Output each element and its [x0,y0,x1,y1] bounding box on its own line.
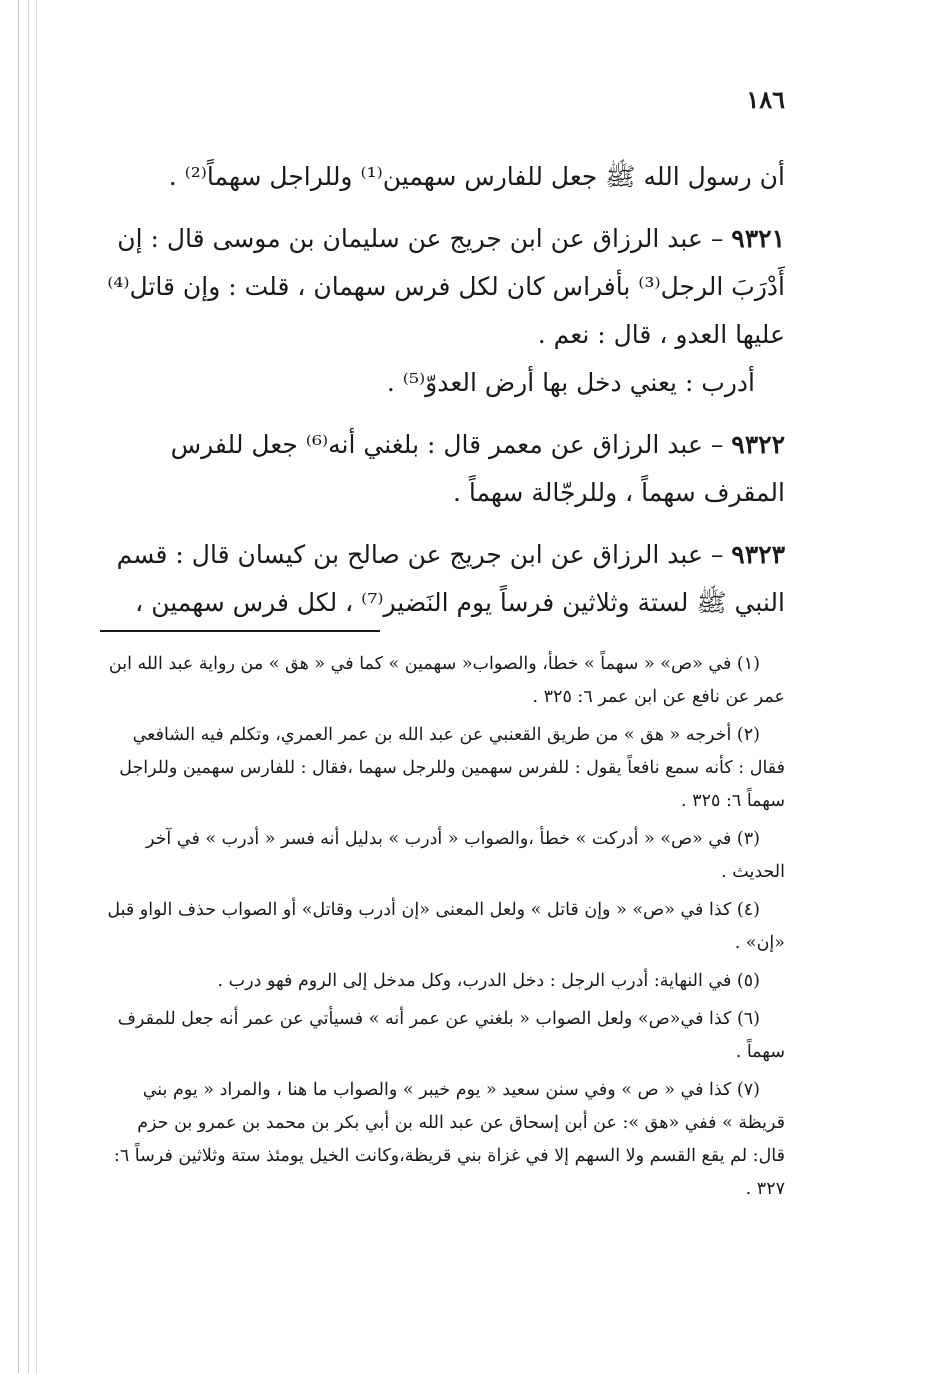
footnote: (٣) في «ص» « أدركت » خطأ ،والصواب « أدرب » بدليل أنه فسر « أدرب » في آخر الحديث . [145,829,785,882]
footnote-divider [100,630,380,632]
paragraph [100,153,785,201]
footnotes [100,648,785,1211]
paragraph [100,531,785,627]
paragraph-text: – عبد الرزاق عن معمر قال : بلغني أنه⁽⁶⁾ جعل للفرس المقرف سهماً ، وللرجّالة سهماً . [170,430,785,507]
footnote: (٤) كذا في «ص» « وإن قاتل » ولعل المعنى «إن أدرب وقاتل» أو الصواب حذف الواو قبل «إن» . [107,900,785,953]
page-number: ١٨٦ [746,85,785,114]
scan-edge-line [18,0,19,1373]
footnote: (١) في «ص» « سهماً » خطأ، والصواب« سهمين » كما في « هق » من رواية عبد الله ابن عمر عن نافع عن ابن عمر ٦: ٣٢٥ . [108,654,785,707]
footnote: (٧) كذا في « ص » وفي سنن سعيد « يوم خيبر » والصواب ما هنا ، والمراد « يوم بني قريظة » ففي «هق »: عن أبن إسحاق عن عبد الله بن أبي بكر بن محمد بن عمرو بن حزم قال: لم يقع القسم ولا السهم إلا في غزاة بني قريظة،وكانت الخيل يومئذ ستة وثلاثين فرساً ٦: ٣٢٧ . [113,1080,785,1199]
paragraph-text: أدرب : يعني دخل بها أرض العدوّ⁽⁵⁾ . [386,368,755,397]
paragraph-text: أن رسول الله ﷺ جعل للفارس سهمين⁽¹⁾ وللراجل سهماً⁽²⁾ . [168,162,785,191]
paragraph-text: – عبد الرزاق عن ابن جريج عن صالح بن كيسان قال : قسم النبي ﷺ لستة وثلاثين فرساً يوم النَضير⁽⁷⁾ ، لكل فرس سهمين ، [116,540,785,617]
footnote: (٥) في النهاية: أدرب الرجل : دخل الدرب، وكل مدخل إلى الروم فهو درب . [217,971,760,991]
hadith-number: ٩٣٢١ [731,224,785,253]
footnote: (٦) كذا في«ص» ولعل الصواب « بلغني عن عمر أنه » فسيأتي عن عمر أنه جعل للمقرف سهماً . [117,1009,785,1062]
paragraph [100,359,785,407]
paragraph-text: – عبد الرزاق عن ابن جريج عن سليمان بن موسى قال : إن أَدْرَبَ الرجل⁽³⁾ بأفراس كان لكل فرس سهمان ، قلت : وإن قاتل⁽⁴⁾ عليها العدو ، قال : نعم . [107,224,785,349]
paragraph [100,421,785,517]
footnote: (٢) أخرجه « هق » من طريق القعنبي عن عبد الله بن عمر العمري، وتكلم فيه الشافعي فقال : كأنه سمع نافعاً يقول : للفرس سهمين وللرجل سهما ،فقال : للفارس سهمين وللراجل سهماً ٦: ٣٢٥ . [119,725,785,811]
main-text [100,153,785,627]
scan-edge-line [36,0,37,1373]
scan-edge-line [28,0,29,1373]
hadith-number: ٩٣٢٢ [731,430,785,459]
hadith-number: ٩٣٢٣ [731,540,785,569]
paragraph [100,215,785,359]
